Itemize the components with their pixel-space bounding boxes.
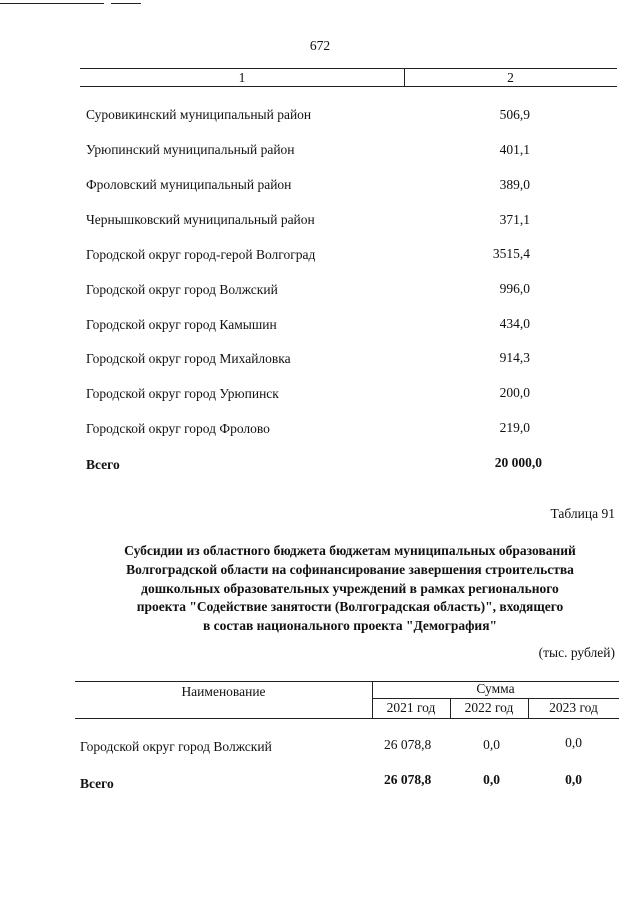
row-value: 506,9 xyxy=(499,107,530,122)
row-value: 200,0 xyxy=(499,385,530,400)
table2-total-label: Всего xyxy=(80,776,114,791)
row-value-2022: 0,0 xyxy=(483,737,500,752)
row-value: 219,0 xyxy=(499,420,530,435)
row-name: Городской округ город Фролово xyxy=(86,421,270,436)
row-value: 401,1 xyxy=(499,142,530,157)
table-row xyxy=(86,142,295,158)
table-row xyxy=(86,247,315,263)
table2-total-2022: 0,0 xyxy=(483,772,500,787)
row-name: Городской округ город Волжский xyxy=(86,282,278,297)
title-line-2: Волгоградской области на софинансирование завершения строительства xyxy=(126,562,574,577)
table2-total-2023: 0,0 xyxy=(565,772,582,787)
row-name: Фроловский муниципальный район xyxy=(86,177,292,192)
table-row xyxy=(86,212,315,228)
row-value: 389,0 xyxy=(499,177,530,192)
table-row xyxy=(86,386,279,402)
table-row xyxy=(86,177,291,193)
row-name: Городской округ город Урюпинск xyxy=(86,386,279,401)
row-value: 996,0 xyxy=(499,281,530,296)
table-label: Таблица 91 xyxy=(550,506,615,521)
table2-header-name: Наименование xyxy=(181,684,266,699)
page-number: 672 xyxy=(309,38,331,53)
scan-artifact-line xyxy=(111,3,141,4)
table2-header-sum: Сумма xyxy=(476,681,515,696)
table-row xyxy=(86,421,270,437)
table2-total-2021: 26 078,8 xyxy=(384,772,432,787)
row-name: Городской округ город Волжский xyxy=(80,739,272,754)
table-row xyxy=(80,739,272,755)
row-value-2023: 0,0 xyxy=(565,735,582,750)
table-row xyxy=(86,317,277,333)
row-name: Городской округ город-герой Волгоград xyxy=(86,247,316,262)
table2-sum-rule xyxy=(372,698,619,699)
table1-header-col1: 1 xyxy=(238,70,246,85)
row-name: Урюпинский муниципальный район xyxy=(86,142,295,157)
row-value: 434,0 xyxy=(499,316,530,331)
row-name: Суровикинский муниципальный район xyxy=(86,107,312,122)
title-line-4: проекта "Содействие занятости (Волгоградская область)", входящего xyxy=(136,599,564,614)
table2-header-year-2022: 2022 год xyxy=(464,700,514,715)
row-name: Чернышковский муниципальный район xyxy=(86,212,315,227)
row-name: Городской округ город Камышин xyxy=(86,317,277,332)
scan-artifact-line xyxy=(0,3,104,4)
table-row xyxy=(86,351,291,367)
table2-header-year-2023: 2023 год xyxy=(549,700,598,715)
table1-header-bottom-rule xyxy=(80,86,617,87)
table2-header-bottom-rule xyxy=(75,718,619,719)
row-value: 371,1 xyxy=(499,212,530,227)
title-line-5: в состав национального проекта "Демография" xyxy=(203,618,497,633)
table-row xyxy=(86,282,278,298)
row-name: Городской округ город Михайловка xyxy=(86,351,291,366)
table2-header-year-2021: 2021 год xyxy=(386,700,436,715)
row-value: 914,3 xyxy=(499,350,530,365)
title-line-3: дошкольных образовательных учреждений в рамках регионального xyxy=(141,581,559,596)
table1-header-top-rule xyxy=(80,68,617,69)
table1-total-value: 20 000,0 xyxy=(494,455,542,470)
row-value-2021: 26 078,8 xyxy=(384,737,432,752)
table-row xyxy=(86,107,311,123)
title-line-1: Субсидии из областного бюджета бюджетам муниципальных образований xyxy=(124,543,576,558)
units-label: (тыс. рублей) xyxy=(538,645,615,660)
row-value: 3515,4 xyxy=(492,246,530,261)
table1-total-label: Всего xyxy=(86,457,120,472)
table1-header-col2: 2 xyxy=(507,70,514,85)
